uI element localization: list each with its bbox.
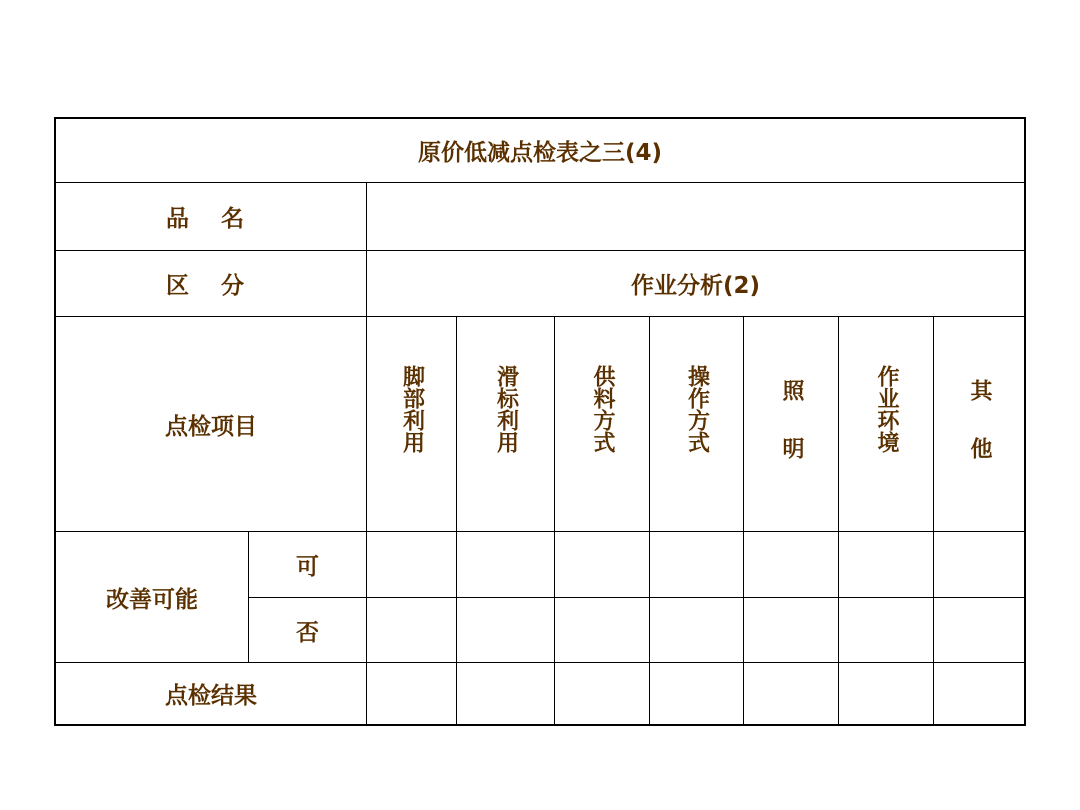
item-label: 照明: [779, 379, 804, 495]
item-label: 作业环境: [874, 365, 899, 453]
item-label: 供料方式: [590, 365, 615, 453]
grid-cell: [650, 598, 744, 663]
grid-cell: [744, 598, 839, 663]
section-label: 区 分: [56, 251, 367, 317]
result-label: 点检结果: [56, 663, 367, 724]
grid-cell: [555, 663, 650, 724]
grid-cell: [839, 532, 934, 598]
grid-cell: [457, 532, 555, 598]
item-header-4: [650, 317, 744, 532]
item-header-6: [839, 317, 934, 532]
grid-cell: [744, 532, 839, 598]
grid-cell: [934, 532, 1024, 598]
grid-cell: [457, 598, 555, 663]
item-label: 操作方式: [684, 365, 710, 453]
grid-cell: [555, 532, 650, 598]
product-name-label: 品 名: [56, 183, 367, 251]
not-possible-label: 否: [249, 598, 367, 663]
grid-cell: [934, 598, 1024, 663]
grid-cell: [650, 663, 744, 724]
grid-cell: [744, 663, 839, 724]
grid-cell: [650, 532, 744, 598]
item-header-2: [457, 317, 555, 532]
item-header-3: [555, 317, 650, 532]
item-header-7: [934, 317, 1024, 532]
check-item-label: 点检项目: [56, 317, 367, 532]
item-header-5: [744, 317, 839, 532]
item-label: 脚部利用: [399, 365, 425, 453]
possible-label: 可: [249, 532, 367, 598]
grid-cell: [367, 598, 457, 663]
item-label: 其他: [967, 379, 992, 495]
table-title: 原价低减点检表之三(4): [56, 119, 1024, 183]
grid-cell: [839, 663, 934, 724]
item-label: 滑标利用: [493, 365, 519, 453]
item-header-1: [367, 317, 457, 532]
grid-cell: [555, 598, 650, 663]
grid-cell: [839, 598, 934, 663]
inspection-table: [54, 117, 1026, 726]
product-name-value: [367, 183, 1024, 251]
grid-cell: [367, 663, 457, 724]
grid-cell: [457, 663, 555, 724]
grid-cell: [367, 532, 457, 598]
section-value: 作业分析(2): [367, 251, 1024, 317]
grid-cell: [934, 663, 1024, 724]
improvement-label: 改善可能: [56, 532, 249, 663]
